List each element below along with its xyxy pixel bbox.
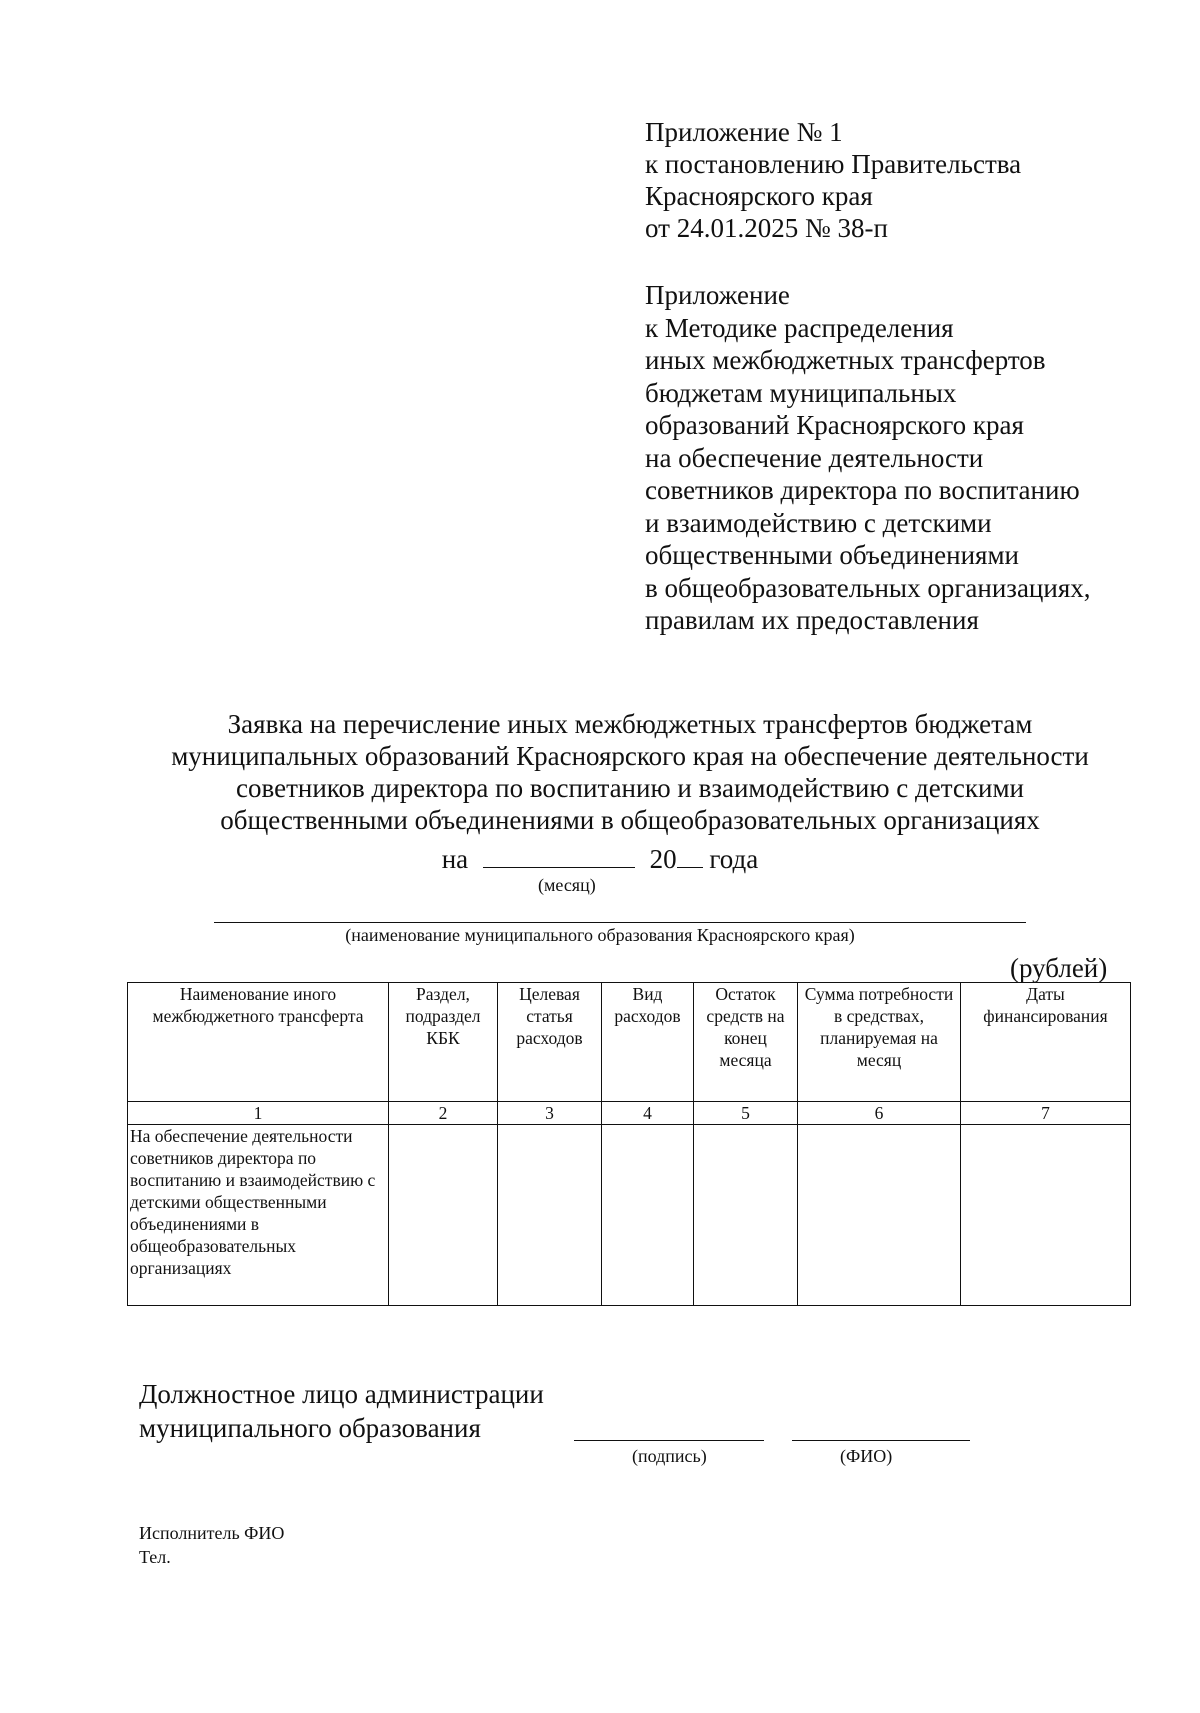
- appendix-1-line: Красноярского края: [645, 181, 873, 211]
- transfer-request-table: [127, 982, 1131, 1306]
- appendix-2-line: образований Красноярского края: [645, 410, 1024, 440]
- cell-funding-dates[interactable]: [961, 1125, 1131, 1306]
- year-suffix: года: [709, 844, 759, 874]
- header-expense-type: Вид расходов: [602, 983, 694, 1102]
- column-number: 5: [694, 1102, 798, 1125]
- cell-transfer-name: На обеспечение деятельности советников директора по воспитанию и взаимодействию с детскими общественными объединениями в общеобразовательных организациях: [128, 1125, 389, 1306]
- appendix-1-line: от 24.01.2025 № 38-п: [645, 213, 888, 243]
- month-blank[interactable]: [483, 845, 635, 868]
- appendix-2-line: на обеспечение деятельности: [645, 442, 984, 473]
- appendix-2-line: иных межбюджетных трансфертов: [645, 345, 1046, 375]
- official-label-line: Должностное лицо администрации: [139, 1379, 544, 1409]
- signature-caption: (подпись): [632, 1446, 707, 1466]
- title-line: советников директора по воспитанию и взаимодействию с детскими: [236, 773, 1024, 803]
- column-number: 3: [498, 1102, 602, 1125]
- column-number: 7: [961, 1102, 1131, 1125]
- appendix-1-line: Приложение № 1: [645, 117, 843, 147]
- column-number: 2: [389, 1102, 498, 1125]
- appendix-1-header: [645, 116, 1021, 244]
- cell-section[interactable]: [389, 1125, 498, 1306]
- column-number-row: [128, 1102, 1131, 1125]
- name-caption: (ФИО): [840, 1446, 893, 1466]
- official-label: [139, 1377, 544, 1445]
- header-need-amount: Сумма потребности в средствах, планируемая на месяц: [798, 983, 961, 1102]
- appendix-2-line: общественными объединениями: [645, 540, 1019, 570]
- document-title: [100, 708, 1160, 836]
- appendix-2-line: и взаимодействию с детскими: [645, 507, 992, 538]
- appendix-2-line: бюджетам муниципальных: [645, 377, 957, 408]
- table-row: [128, 1125, 1131, 1306]
- name-blank[interactable]: [792, 1440, 970, 1441]
- column-number: 1: [128, 1102, 389, 1125]
- municipality-caption: (наименование муниципального образования Красноярского края): [345, 925, 855, 945]
- appendix-2-header: [645, 279, 1091, 637]
- executor-block: [139, 1521, 284, 1569]
- header-section: Раздел, подраздел КБК: [389, 983, 498, 1102]
- executor-line: Исполнитель ФИО: [139, 1523, 285, 1543]
- title-line: муниципальных образований Красноярского края на обеспечение деятельности: [171, 741, 1089, 771]
- appendix-2-line: в общеобразовательных организациях,: [645, 572, 1091, 603]
- period-line: [0, 843, 1200, 875]
- header-transfer-name: Наименование иного межбюджетного трансферта: [128, 983, 389, 1102]
- header-funding-dates: Даты финансирования: [961, 983, 1131, 1102]
- official-label-line: муниципального образования: [139, 1413, 481, 1443]
- header-target-article: Целевая статья расходов: [498, 983, 602, 1102]
- appendix-2-line: правилам их предоставления: [645, 605, 979, 635]
- column-number: 6: [798, 1102, 961, 1125]
- table-header-row: [128, 983, 1131, 1102]
- appendix-2-line: к Методике распределения: [645, 312, 954, 343]
- signature-blank[interactable]: [574, 1440, 764, 1441]
- cell-expense-type[interactable]: [602, 1125, 694, 1306]
- executor-line: Тел.: [139, 1547, 171, 1567]
- year-blank[interactable]: [677, 845, 703, 868]
- year-prefix: 20: [649, 844, 677, 874]
- units-label: (рублей): [1010, 953, 1108, 983]
- title-line: Заявка на перечисление иных межбюджетных трансфертов бюджетам: [227, 709, 1033, 739]
- cell-balance[interactable]: [694, 1125, 798, 1306]
- appendix-2-line: Приложение: [645, 280, 790, 310]
- cell-target-article[interactable]: [498, 1125, 602, 1306]
- municipality-blank[interactable]: [214, 922, 1026, 923]
- column-number: 4: [602, 1102, 694, 1125]
- appendix-1-line: к постановлению Правительства: [645, 149, 1022, 179]
- period-prefix: на: [441, 844, 469, 874]
- cell-need-amount[interactable]: [798, 1125, 961, 1306]
- header-balance: Остаток средств на конец месяца: [694, 983, 798, 1102]
- title-line: общественными объединениями в общеобразовательных организациях: [220, 805, 1040, 835]
- month-caption: (месяц): [538, 875, 596, 895]
- appendix-2-line: советников директора по воспитанию: [645, 475, 1080, 505]
